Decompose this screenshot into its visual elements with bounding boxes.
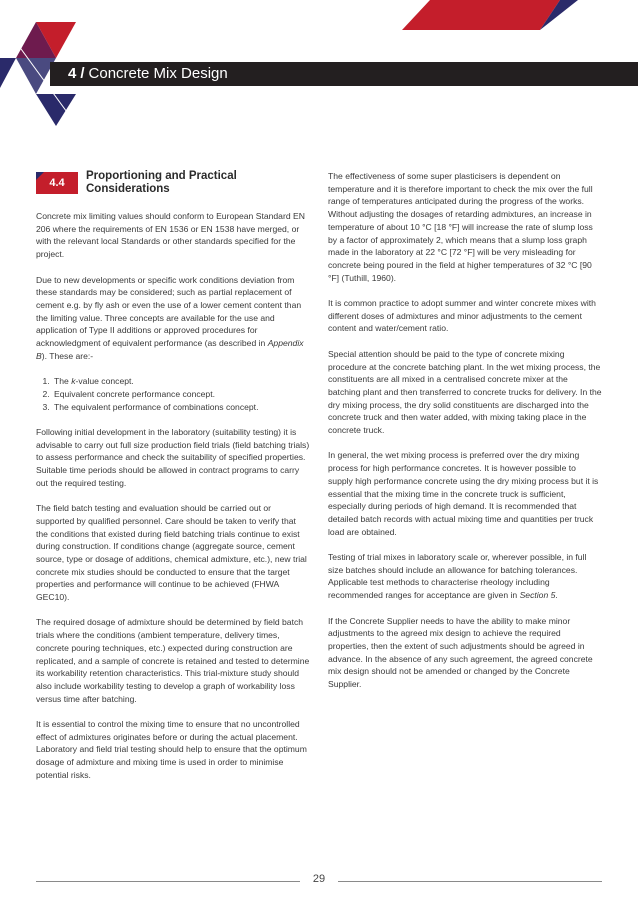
concept-list (36, 375, 310, 413)
appendix-reference: Appendix B (36, 338, 304, 361)
left-column (36, 170, 310, 794)
footer-divider-left (36, 881, 300, 882)
page-number: 29 (312, 873, 326, 885)
chapter-number: 4 (68, 65, 77, 82)
paragraph: The field batch testing and evaluation should be carried out or supported by qualified personnel. Care should be taken to verify that the conditions that existed during field batching trials continue to exist during construction. If conditions change (aggregate source, cement source, type or dosage of additions, chemical admixture, etc.), new trial concrete mix studies should be conducted to ensure that the target properties and performance will continue to be achieved (FHWA GEC10). (36, 503, 307, 603)
chapter-title (68, 64, 228, 84)
paragraph: Special attention should be paid to the type of concrete mixing procedure at the concrete batching plant. In the wet mixing process, the constituents are all mixed in a centralised concrete mixer at the batching plant and then transferred to concrete trucks for delivery. In the dry mixing process, the dry solid constituents are discharged into the concrete truck and then water added, with mixing taking place in the concrete truck. (328, 348, 602, 436)
paragraph: Following initial development in the laboratory (suitability testing) it is advisable to carry out full size production field trials (field batching trials) to assess performance and check the suitability of specified properties. Suitable time periods should be allowed in contract programs to carry out the required testing. (36, 426, 310, 488)
section-reference: Section 5 (519, 590, 556, 601)
paragraph: It is common practice to adopt summer and winter concrete mixes with different doses of admixtures and minor adjustments to the cement content and water/cement ratio. (328, 298, 596, 334)
chapter-separator: / (80, 65, 85, 82)
chapter-title-text: Concrete Mix Design (88, 65, 228, 82)
badge-corner-icon (36, 172, 44, 180)
paragraph: Testing of trial mixes in laboratory scale or, wherever possible, in full size batches should include an allowance for batching tolerances. Applicable test methods to characterise rheology including recommended ranges for acceptance are given in Section 5. (328, 552, 587, 601)
section-title: Proportioning and Practical Considerations (86, 170, 237, 195)
section-heading (36, 170, 310, 210)
paragraph: The effectiveness of some super plasticisers is dependent on temperature and it is therefore important to check the mix over the full range of temperatures anticipated during the progress of the works. Without adjusting the dosages of retarding admixtures, an increase in temperature of about 10 °C [18 °F] will increase the rate of slump loss by a factor of approximately 2, which means that a slump loss graph made in the laboratory at 22 °C [72 °F] will be very misleading for concrete being poured in the field at higher temperatures of 32 °C [90 °F] (Tuthill, 1960). (328, 171, 593, 283)
paragraph: The required dosage of admixture should be determined by field batch trials where the conditions (ambient temperature, delivery times, concrete pouring techniques, etc.) expected during construction are replicated, and a sample of concrete is retained and tested to determine its workability retention characteristics. This trial-mixture study should also include workability testing to develop a graph of workability loss versus time after batching. (36, 617, 310, 704)
paragraph: It is essential to control the mixing time to ensure that no uncontrolled effect of admixtures originates before or during the actual placement. Laboratory and field trial testing should help to ensure that the optimum dosage of admixture and mixing time is used in order to minimise potential risks. (36, 719, 307, 780)
list-item: 3. The equivalent performance of combinations concept. (52, 401, 310, 414)
list-item: 1. The k-value concept. (52, 375, 310, 388)
paragraph: In general, the wet mixing process is preferred over the dry mixing process for high performance concretes. It is however possible to supply high performance concrete using the dry mixing process but it is essential that the mixing time in the concrete truck is sufficient, especially during periods of high demand. It is recommended that detailed batch records with actual mixing time and quantities per truck load are obtained. (328, 450, 599, 537)
footer-divider-right (338, 881, 602, 882)
list-item: 2. Equivalent concrete performance concept. (52, 388, 310, 401)
paragraph: If the Concrete Supplier needs to have the ability to make minor adjustments to the agreed mix design to achieve the required properties, then the extent of such adjustments should be agreed in advance. In the absence of any such agreement, the agreed concrete mix design should not be amended or changed by the Concrete Supplier. (328, 615, 593, 690)
paragraph: Concrete mix limiting values should conform to European Standard EN 206 where the requirements of EN 1536 or EN 1538 have merged, or with the relevant local Standards or other standards specified for the project. (36, 211, 305, 260)
section-number-badge: 4.4 (36, 172, 78, 194)
paragraph: Due to new developments or specific work conditions deviation from these standards may be considered; such as partial replacement of cement e.g. by fly ash or even the use of a lower cement content than the limiting value. Three concepts are available for the use and application of Type II additions or approved procedures for acknowledgment of equivalent performance (as described in Appendix B). These are:- (36, 274, 304, 361)
right-column (328, 170, 602, 703)
